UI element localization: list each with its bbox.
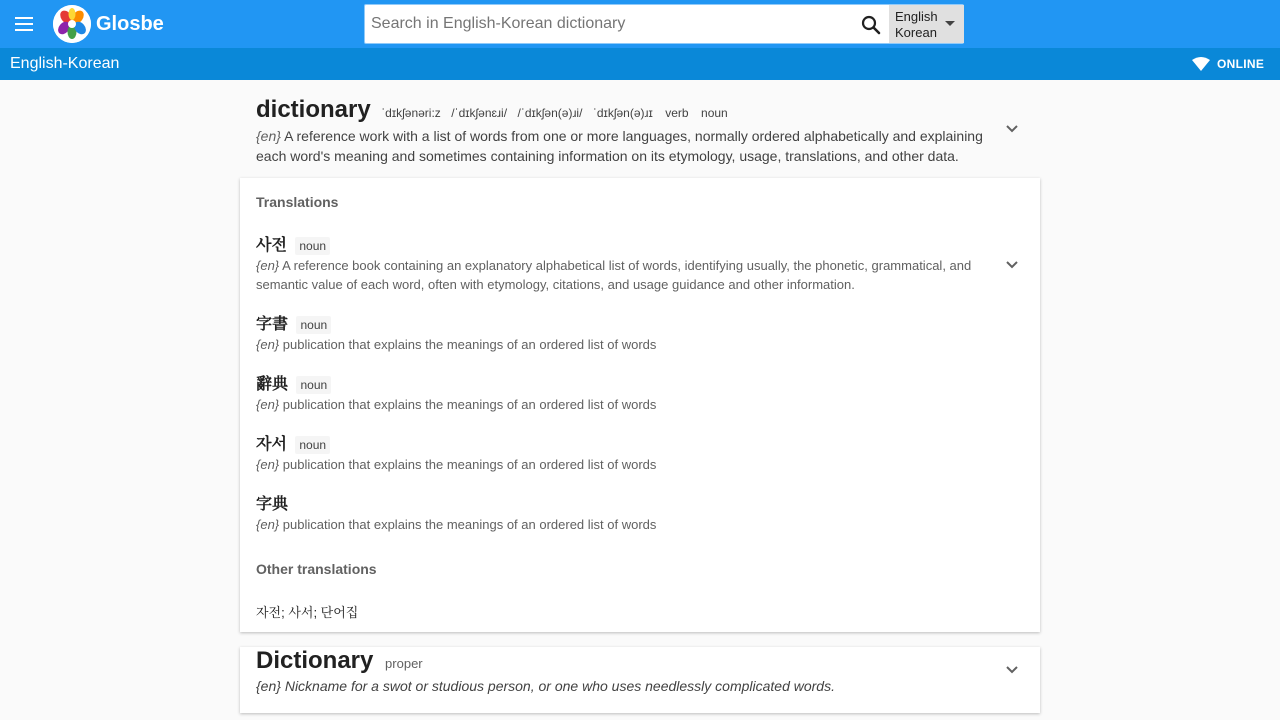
translation-pos: noun <box>295 237 330 255</box>
second-entry-title <box>256 647 423 675</box>
translation-definition <box>256 395 996 414</box>
chevron-down-icon[interactable] <box>1000 657 1024 681</box>
pronunciation[interactable]: ˈdɪkʃən(ə)ɹɪ <box>592 106 653 120</box>
lang-to-label: Korean <box>895 25 937 40</box>
part-of-speech: verb <box>665 106 689 120</box>
headword: dictionary <box>256 96 371 123</box>
translation-pos: noun <box>296 316 331 334</box>
definition-text: publication that explains the meanings of an ordered list of words <box>282 397 657 412</box>
brand-name[interactable]: Glosbe <box>96 13 164 35</box>
pronunciation[interactable]: /ˈdɪkʃən(ə)ɹi/ <box>517 106 583 120</box>
translation-definition <box>256 335 996 354</box>
translation-definition <box>256 256 996 294</box>
pronunciation[interactable]: /ˈdɪkʃənɛɹi/ <box>451 106 508 120</box>
translation-item <box>256 236 996 294</box>
search-icon[interactable] <box>859 13 883 37</box>
definition-text: Nickname for a swot or studious person, or one who uses needlessly complicated words. <box>284 678 835 694</box>
chevron-down-icon[interactable] <box>1000 116 1024 140</box>
second-entry-card <box>240 647 1040 713</box>
lang-from-label: English <box>895 9 938 24</box>
wifi-icon <box>1192 57 1210 71</box>
translation-item <box>256 495 996 534</box>
translation-word[interactable]: 辭典 <box>256 376 289 393</box>
chevron-down-icon[interactable] <box>1000 252 1024 276</box>
lang-tag: {en} <box>256 258 280 273</box>
top-app-bar <box>0 0 1280 48</box>
translation-word[interactable]: 字書 <box>256 316 289 333</box>
second-entry-definition <box>256 678 835 694</box>
translations-title: Translations <box>256 194 339 210</box>
language-pair-title[interactable]: English-Korean <box>10 55 120 72</box>
definition-text: publication that explains the meanings of an ordered list of words <box>282 517 657 532</box>
translation-word[interactable]: 자서 <box>256 436 287 453</box>
translation-word[interactable]: 사전 <box>256 237 287 254</box>
translation-item <box>256 435 996 474</box>
translation-pos: noun <box>295 436 330 454</box>
entry-header <box>256 96 996 166</box>
glosbe-logo[interactable] <box>53 5 91 43</box>
lang-tag: {en} <box>256 457 280 472</box>
definition-text: A reference work with a list of words from one or more languages, normally ordered alphabetically and explaining each word's meaning and sometimes containing information on its etymology, usage, translations, and other data. <box>256 128 983 164</box>
definition-text: publication that explains the meanings of an ordered list of words <box>282 337 657 352</box>
lang-tag: {en} <box>256 337 280 352</box>
entry-definition <box>256 126 996 166</box>
search-box <box>364 4 964 44</box>
lang-tag: {en} <box>256 397 280 412</box>
translation-definition <box>256 515 996 534</box>
second-headword: Dictionary <box>256 647 374 674</box>
part-of-speech: noun <box>701 106 728 120</box>
caret-down-icon <box>945 21 955 26</box>
menu-icon[interactable] <box>12 12 36 36</box>
search-input[interactable] <box>371 11 851 37</box>
pronunciation[interactable]: ˈdɪkʃənəri:z <box>381 106 441 120</box>
language-subbar <box>0 48 1280 80</box>
other-translations-title: Other translations <box>256 561 377 577</box>
lang-tag: {en} <box>256 517 280 532</box>
lang-tag: {en} <box>256 678 281 694</box>
translation-item <box>256 375 996 414</box>
definition-text: publication that explains the meanings of an ordered list of words <box>282 457 657 472</box>
translation-word[interactable]: 字典 <box>256 496 289 513</box>
language-pair-select[interactable] <box>889 5 964 43</box>
translation-pos: noun <box>296 376 331 394</box>
second-entry-pos: proper <box>385 656 423 671</box>
translation-item <box>256 315 996 354</box>
lang-tag: {en} <box>256 128 281 144</box>
definition-text: A reference book containing an explanatory alphabetical list of words, identifying usually, the phonetic, grammatical, and semantic value of each word, often with etymology, citations, and usage guidance and other information. <box>256 258 972 292</box>
online-status[interactable] <box>1192 56 1264 72</box>
translations-card <box>240 178 1040 632</box>
online-status-label: ONLINE <box>1217 57 1265 71</box>
translation-definition <box>256 455 996 474</box>
other-translations-list[interactable]: 자전; 사서; 단어집 <box>256 605 359 620</box>
